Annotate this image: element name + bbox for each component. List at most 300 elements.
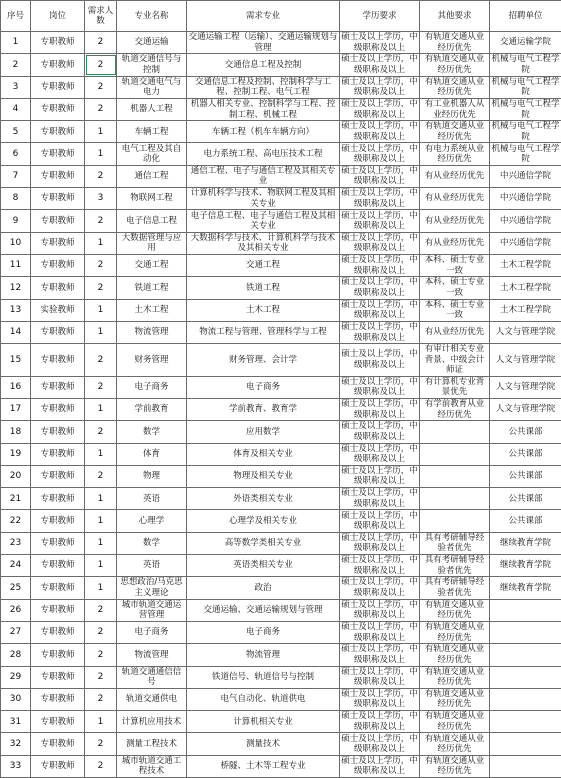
seq-cell: 19 (1, 443, 31, 465)
education-cell: 硕士及以上学历，中级职称及以上 (340, 376, 420, 398)
header-cell: 需求专业 (187, 1, 340, 32)
education-cell: 硕士及以上学历，中级职称及以上 (340, 711, 420, 733)
seq-cell: 27 (1, 621, 31, 643)
unit-cell: 机械与电气工程学院 (490, 143, 561, 165)
position-cell: 实验教师 (31, 299, 85, 321)
other-req-cell: 本科、硕士专业一致 (420, 254, 490, 276)
required-major-cell: 机器人相关专业、控制科学与工程、控制工程、机械工程 (187, 98, 340, 120)
table-row (1, 143, 561, 165)
seq-cell: 24 (1, 555, 31, 577)
position-cell: 专职教师 (31, 621, 85, 643)
major-name-cell: 物流管理 (117, 321, 187, 343)
position-cell: 专职教师 (31, 321, 85, 343)
position-cell: 专职教师 (31, 443, 85, 465)
other-req-cell: 有轨道交通从业经历优先 (420, 688, 490, 710)
table-row (1, 621, 561, 643)
table-row (1, 398, 561, 420)
other-req-cell: 有从业经历优先 (420, 210, 490, 232)
position-cell: 专职教师 (31, 277, 85, 299)
unit-cell (490, 733, 561, 755)
header-cell: 需求人数 (85, 1, 117, 32)
other-req-cell: 有从业经历优先 (420, 165, 490, 187)
education-cell: 硕士及以上学历，中级职称及以上 (340, 254, 420, 276)
major-name-cell: 大数据管理与应用 (117, 232, 187, 254)
position-cell: 专职教师 (31, 510, 85, 532)
education-cell: 硕士及以上学历，中级职称及以上 (340, 688, 420, 710)
other-req-cell: 有从业经历优先 (420, 232, 490, 254)
count-cell: 2 (85, 210, 117, 232)
count-cell: 1 (85, 443, 117, 465)
major-name-cell: 数学 (117, 532, 187, 554)
position-cell: 专职教师 (31, 32, 85, 54)
position-cell: 专职教师 (31, 688, 85, 710)
education-cell: 硕士及以上学历，中级职称及以上 (340, 510, 420, 532)
table-row (1, 465, 561, 487)
required-major-cell: 物流管理 (187, 644, 340, 666)
position-cell: 专职教师 (31, 666, 85, 688)
required-major-cell: 心理学及相关专业 (187, 510, 340, 532)
seq-cell: 21 (1, 488, 31, 510)
education-cell: 硕士及以上学历，中级职称及以上 (340, 344, 420, 377)
major-name-cell: 电子商务 (117, 376, 187, 398)
count-cell: 2 (85, 733, 117, 755)
table-row (1, 599, 561, 621)
count-cell: 1 (85, 232, 117, 254)
count-cell: 2 (85, 32, 117, 54)
other-req-cell: 有轨道交通从业经历优先 (420, 121, 490, 143)
seq-cell: 23 (1, 532, 31, 554)
unit-cell (490, 711, 561, 733)
required-major-cell: 政治 (187, 577, 340, 599)
other-req-cell: 有审计相关专业背景、中级会计师证 (420, 344, 490, 377)
count-cell: 2 (85, 755, 117, 777)
unit-cell (490, 688, 561, 710)
table-row (1, 32, 561, 54)
major-name-cell: 物流管理 (117, 644, 187, 666)
required-major-cell: 物流工程与管理、管理科学与工程 (187, 321, 340, 343)
education-cell: 硕士及以上学历，中级职称及以上 (340, 465, 420, 487)
required-major-cell: 交通信息工程及控制、控制科学与工程、控制工程、电气工程 (187, 76, 340, 98)
count-cell: 2 (85, 277, 117, 299)
education-cell: 硕士及以上学历，中级职称及以上 (340, 143, 420, 165)
position-cell: 专职教师 (31, 733, 85, 755)
count-cell: 2 (85, 465, 117, 487)
table-row (1, 254, 561, 276)
required-major-cell: 测量技术 (187, 733, 340, 755)
seq-cell: 26 (1, 599, 31, 621)
table-row (1, 121, 561, 143)
major-name-cell: 通信工程 (117, 165, 187, 187)
seq-cell: 3 (1, 76, 31, 98)
seq-cell: 16 (1, 376, 31, 398)
count-cell: 1 (85, 532, 117, 554)
table-row (1, 421, 561, 443)
seq-cell: 31 (1, 711, 31, 733)
required-major-cell: 电力系统工程、高电压技术工程 (187, 143, 340, 165)
seq-cell: 15 (1, 344, 31, 377)
major-name-cell: 测量工程技术 (117, 733, 187, 755)
count-cell: 2 (85, 254, 117, 276)
table-row (1, 688, 561, 710)
position-cell: 专职教师 (31, 76, 85, 98)
table-row (1, 165, 561, 187)
position-cell: 专职教师 (31, 165, 85, 187)
table-row (1, 555, 561, 577)
education-cell: 硕士及以上学历，中级职称及以上 (340, 76, 420, 98)
table-row (1, 54, 561, 76)
seq-cell: 1 (1, 32, 31, 54)
major-name-cell: 电子商务 (117, 621, 187, 643)
count-cell: 2 (85, 344, 117, 377)
major-name-cell: 轨道交通电气与电力 (117, 76, 187, 98)
unit-cell: 机械与电气工程学院 (490, 76, 561, 98)
other-req-cell: 有轨道交通从业经历优先 (420, 599, 490, 621)
seq-cell: 10 (1, 232, 31, 254)
required-major-cell: 电子商务 (187, 621, 340, 643)
seq-cell: 8 (1, 188, 31, 210)
unit-cell: 中兴通信学院 (490, 165, 561, 187)
count-cell: 2 (85, 421, 117, 443)
seq-cell: 11 (1, 254, 31, 276)
other-req-cell (420, 465, 490, 487)
major-name-cell: 体育 (117, 443, 187, 465)
count-cell: 2 (85, 599, 117, 621)
major-name-cell: 电子信息工程 (117, 210, 187, 232)
required-major-cell: 电气自动化、轨道供电 (187, 688, 340, 710)
education-cell: 硕士及以上学历，中级职称及以上 (340, 299, 420, 321)
count-cell: 2 (85, 688, 117, 710)
other-req-cell: 有学前教育从业经历优先 (420, 398, 490, 420)
count-cell: 2 (85, 165, 117, 187)
required-major-cell: 高等数学类相关专业 (187, 532, 340, 554)
required-major-cell: 通信工程、电子与通信工程及其相关专业 (187, 165, 340, 187)
major-name-cell: 城市轨道交通工程技术 (117, 755, 187, 777)
unit-cell: 人文与管理学院 (490, 398, 561, 420)
unit-cell: 土木工程学院 (490, 299, 561, 321)
required-major-cell: 交通运输、交通运输规划与管理 (187, 599, 340, 621)
position-cell: 专职教师 (31, 376, 85, 398)
position-cell: 专职教师 (31, 344, 85, 377)
major-name-cell: 心理学 (117, 510, 187, 532)
major-name-cell: 数学 (117, 421, 187, 443)
seq-cell: 13 (1, 299, 31, 321)
table-row (1, 733, 561, 755)
table-row (1, 443, 561, 465)
position-cell: 专职教师 (31, 121, 85, 143)
seq-cell: 28 (1, 644, 31, 666)
position-cell: 专职教师 (31, 188, 85, 210)
education-cell: 硕士及以上学历，中级职称及以上 (340, 666, 420, 688)
education-cell: 硕士及以上学历，中级职称及以上 (340, 532, 420, 554)
seq-cell: 29 (1, 666, 31, 688)
unit-cell: 继续教育学院 (490, 577, 561, 599)
table-row (1, 232, 561, 254)
major-name-cell: 车辆工程 (117, 121, 187, 143)
seq-cell: 25 (1, 577, 31, 599)
table-row (1, 577, 561, 599)
position-cell: 专职教师 (31, 532, 85, 554)
seq-cell: 32 (1, 733, 31, 755)
required-major-cell: 桥隧、土木等工程专业 (187, 755, 340, 777)
header-cell: 序号 (1, 1, 31, 32)
position-cell: 专职教师 (31, 577, 85, 599)
seq-cell: 14 (1, 321, 31, 343)
table-body (1, 32, 561, 778)
table-row (1, 376, 561, 398)
unit-cell: 人文与管理学院 (490, 376, 561, 398)
seq-cell: 6 (1, 143, 31, 165)
count-cell: 2 (85, 76, 117, 98)
position-cell: 专职教师 (31, 488, 85, 510)
table-row (1, 210, 561, 232)
major-name-cell: 物联网工程 (117, 188, 187, 210)
other-req-cell (420, 510, 490, 532)
other-req-cell: 本科、硕士专业一致 (420, 299, 490, 321)
major-name-cell: 思想政治/马克思主义理论 (117, 577, 187, 599)
position-cell: 专职教师 (31, 143, 85, 165)
position-cell: 专职教师 (31, 254, 85, 276)
position-cell: 专职教师 (31, 210, 85, 232)
unit-cell (490, 599, 561, 621)
unit-cell: 机械与电气工程学院 (490, 121, 561, 143)
seq-cell: 5 (1, 121, 31, 143)
position-cell: 专职教师 (31, 555, 85, 577)
required-major-cell: 财务管理、会计学 (187, 344, 340, 377)
other-req-cell: 有轨道交通从业经历优先 (420, 76, 490, 98)
unit-cell (490, 644, 561, 666)
required-major-cell: 交通信息工程及控制 (187, 54, 340, 76)
table-row (1, 532, 561, 554)
education-cell: 硕士及以上学历，中级职称及以上 (340, 488, 420, 510)
major-name-cell: 轨道交通信号与控制 (117, 54, 187, 76)
major-name-cell: 铁道工程 (117, 277, 187, 299)
count-cell: 2 (85, 666, 117, 688)
table-row (1, 321, 561, 343)
education-cell: 硕士及以上学历，中级职称及以上 (340, 599, 420, 621)
table-row (1, 299, 561, 321)
seq-cell: 9 (1, 210, 31, 232)
position-cell: 专职教师 (31, 98, 85, 120)
seq-cell: 2 (1, 54, 31, 76)
education-cell: 硕士及以上学历，中级职称及以上 (340, 555, 420, 577)
required-major-cell: 物理及相关专业 (187, 465, 340, 487)
required-major-cell: 车辆工程（机车车辆方向） (187, 121, 340, 143)
unit-cell: 中兴通信学院 (490, 232, 561, 254)
education-cell: 硕士及以上学历，中级职称及以上 (340, 232, 420, 254)
major-name-cell: 财务管理 (117, 344, 187, 377)
count-cell: 1 (85, 555, 117, 577)
required-major-cell: 计算机相关专业 (187, 711, 340, 733)
unit-cell (490, 621, 561, 643)
education-cell: 硕士及以上学历，中级职称及以上 (340, 621, 420, 643)
count-cell: 1 (85, 711, 117, 733)
major-name-cell: 电气工程及其自动化 (117, 143, 187, 165)
other-req-cell (420, 488, 490, 510)
major-name-cell: 计算机应用技术 (117, 711, 187, 733)
unit-cell: 中兴通信学院 (490, 188, 561, 210)
table-row (1, 666, 561, 688)
header-cell: 招聘单位 (490, 1, 561, 32)
major-name-cell: 英语 (117, 488, 187, 510)
major-name-cell: 交通工程 (117, 254, 187, 276)
table-row (1, 188, 561, 210)
count-cell: 1 (85, 299, 117, 321)
position-cell: 专职教师 (31, 421, 85, 443)
other-req-cell: 有计算机专业背景优先 (420, 376, 490, 398)
count-cell: 1 (85, 488, 117, 510)
count-cell: 2 (85, 376, 117, 398)
major-name-cell: 交通运输 (117, 32, 187, 54)
table-row (1, 755, 561, 777)
unit-cell (490, 666, 561, 688)
required-major-cell: 铁道信号、轨道信号与控制 (187, 666, 340, 688)
major-name-cell: 土木工程 (117, 299, 187, 321)
seq-cell: 20 (1, 465, 31, 487)
header-cell: 岗位 (31, 1, 85, 32)
other-req-cell: 有轨道交通从业经历优先 (420, 733, 490, 755)
education-cell: 硕士及以上学历，中级职称及以上 (340, 577, 420, 599)
table-row (1, 76, 561, 98)
education-cell: 硕士及以上学历，中级职称及以上 (340, 755, 420, 777)
major-name-cell: 英语 (117, 555, 187, 577)
education-cell: 硕士及以上学历，中级职称及以上 (340, 421, 420, 443)
unit-cell: 公共课部 (490, 488, 561, 510)
required-major-cell: 电子信息工程、电子与通信工程及其相关专业 (187, 210, 340, 232)
count-cell: 3 (85, 188, 117, 210)
table-row (1, 98, 561, 120)
unit-cell: 公共课部 (490, 465, 561, 487)
other-req-cell: 有轨道交通从业经历优先 (420, 32, 490, 54)
unit-cell: 机械与电气工程学院 (490, 54, 561, 76)
header-cell: 专业名称 (117, 1, 187, 32)
major-name-cell: 轨道交通通信信号 (117, 666, 187, 688)
count-cell: 1 (85, 577, 117, 599)
position-cell: 专职教师 (31, 711, 85, 733)
education-cell: 硕士及以上学历，中级职称及以上 (340, 210, 420, 232)
position-cell: 专职教师 (31, 398, 85, 420)
seq-cell: 12 (1, 277, 31, 299)
position-cell: 专职教师 (31, 54, 85, 76)
education-cell: 硕士及以上学历，中级职称及以上 (340, 98, 420, 120)
other-req-cell: 本科、硕士专业一致 (420, 277, 490, 299)
major-name-cell: 物理 (117, 465, 187, 487)
other-req-cell: 有轨道交通从业经历优先 (420, 54, 490, 76)
table-row (1, 488, 561, 510)
header-cell: 学历要求 (340, 1, 420, 32)
required-major-cell: 体育及相关专业 (187, 443, 340, 465)
seq-cell: 17 (1, 398, 31, 420)
other-req-cell: 有电力系统从业经历优先 (420, 143, 490, 165)
table-row (1, 510, 561, 532)
seq-cell: 33 (1, 755, 31, 777)
position-cell: 专职教师 (31, 465, 85, 487)
other-req-cell: 有轨道交通从业经历优先 (420, 755, 490, 777)
required-major-cell: 学前教育、教育学 (187, 398, 340, 420)
header-cell: 其他要求 (420, 1, 490, 32)
count-cell: 2 (85, 644, 117, 666)
education-cell: 硕士及以上学历，中级职称及以上 (340, 277, 420, 299)
other-req-cell (420, 443, 490, 465)
other-req-cell: 有轨道交通从业经历优先 (420, 644, 490, 666)
unit-cell: 公共课部 (490, 421, 561, 443)
education-cell: 硕士及以上学历，中级职称及以上 (340, 398, 420, 420)
position-cell: 专职教师 (31, 644, 85, 666)
table-row (1, 711, 561, 733)
position-cell: 专职教师 (31, 599, 85, 621)
required-major-cell: 电子商务 (187, 376, 340, 398)
required-major-cell: 应用数学 (187, 421, 340, 443)
other-req-cell: 具有考研辅导经验者优先 (420, 577, 490, 599)
required-major-cell: 土木工程 (187, 299, 340, 321)
seq-cell: 18 (1, 421, 31, 443)
major-name-cell: 城市轨道交通运营管理 (117, 599, 187, 621)
unit-cell: 中兴通信学院 (490, 210, 561, 232)
count-cell: 1 (85, 321, 117, 343)
unit-cell: 土木工程学院 (490, 254, 561, 276)
other-req-cell: 具有考研辅导经验者优先 (420, 555, 490, 577)
required-major-cell: 计算机科学与技术、物联网工程及其相关专业 (187, 188, 340, 210)
unit-cell: 公共课部 (490, 510, 561, 532)
count-cell: 1 (85, 143, 117, 165)
other-req-cell: 有工业机器人从业经历优先 (420, 98, 490, 120)
other-req-cell: 有轨道交通从业经历优先 (420, 621, 490, 643)
seq-cell: 22 (1, 510, 31, 532)
count-cell: 1 (85, 121, 117, 143)
required-major-cell: 铁道工程 (187, 277, 340, 299)
required-major-cell: 交通运输工程（运输）、交通运输规划与管理 (187, 32, 340, 54)
unit-cell (490, 755, 561, 777)
other-req-cell: 有从业经历优先 (420, 188, 490, 210)
required-major-cell: 外语类相关专业 (187, 488, 340, 510)
other-req-cell: 有从业经历优先 (420, 321, 490, 343)
required-major-cell: 大数据科学与技术、计算机科学与技术及其相关专业 (187, 232, 340, 254)
education-cell: 硕士及以上学历，中级职称及以上 (340, 188, 420, 210)
major-name-cell: 机器人工程 (117, 98, 187, 120)
education-cell: 硕士及以上学历，中级职称及以上 (340, 54, 420, 76)
other-req-cell: 有轨道交通从业经历优先 (420, 666, 490, 688)
seq-cell: 4 (1, 98, 31, 120)
unit-cell: 人文与管理学院 (490, 344, 561, 377)
education-cell: 硕士及以上学历，中级职称及以上 (340, 321, 420, 343)
unit-cell: 继续教育学院 (490, 555, 561, 577)
unit-cell: 公共课部 (490, 443, 561, 465)
table-row (1, 277, 561, 299)
count-cell: 2 (85, 98, 117, 120)
seq-cell: 30 (1, 688, 31, 710)
position-cell: 专职教师 (31, 755, 85, 777)
other-req-cell: 有轨道交通从业经历优先 (420, 711, 490, 733)
header-row (1, 1, 561, 32)
table-row (1, 644, 561, 666)
count-cell: 2 (85, 621, 117, 643)
other-req-cell: 具有考研辅导经验者优先 (420, 532, 490, 554)
education-cell: 硕士及以上学历，中级职称及以上 (340, 121, 420, 143)
unit-cell: 继续教育学院 (490, 532, 561, 554)
table-row (1, 344, 561, 377)
required-major-cell: 英语类相关专业 (187, 555, 340, 577)
count-cell: 1 (85, 398, 117, 420)
education-cell: 硕士及以上学历，中级职称及以上 (340, 443, 420, 465)
unit-cell: 交通运输学院 (490, 32, 561, 54)
position-cell: 专职教师 (31, 232, 85, 254)
education-cell: 硕士及以上学历，中级职称及以上 (340, 644, 420, 666)
count-cell: 2 (85, 54, 117, 76)
other-req-cell (420, 421, 490, 443)
unit-cell: 机械与电气工程学院 (490, 98, 561, 120)
major-name-cell: 学前教育 (117, 398, 187, 420)
unit-cell: 土木工程学院 (490, 277, 561, 299)
unit-cell: 人文与管理学院 (490, 321, 561, 343)
